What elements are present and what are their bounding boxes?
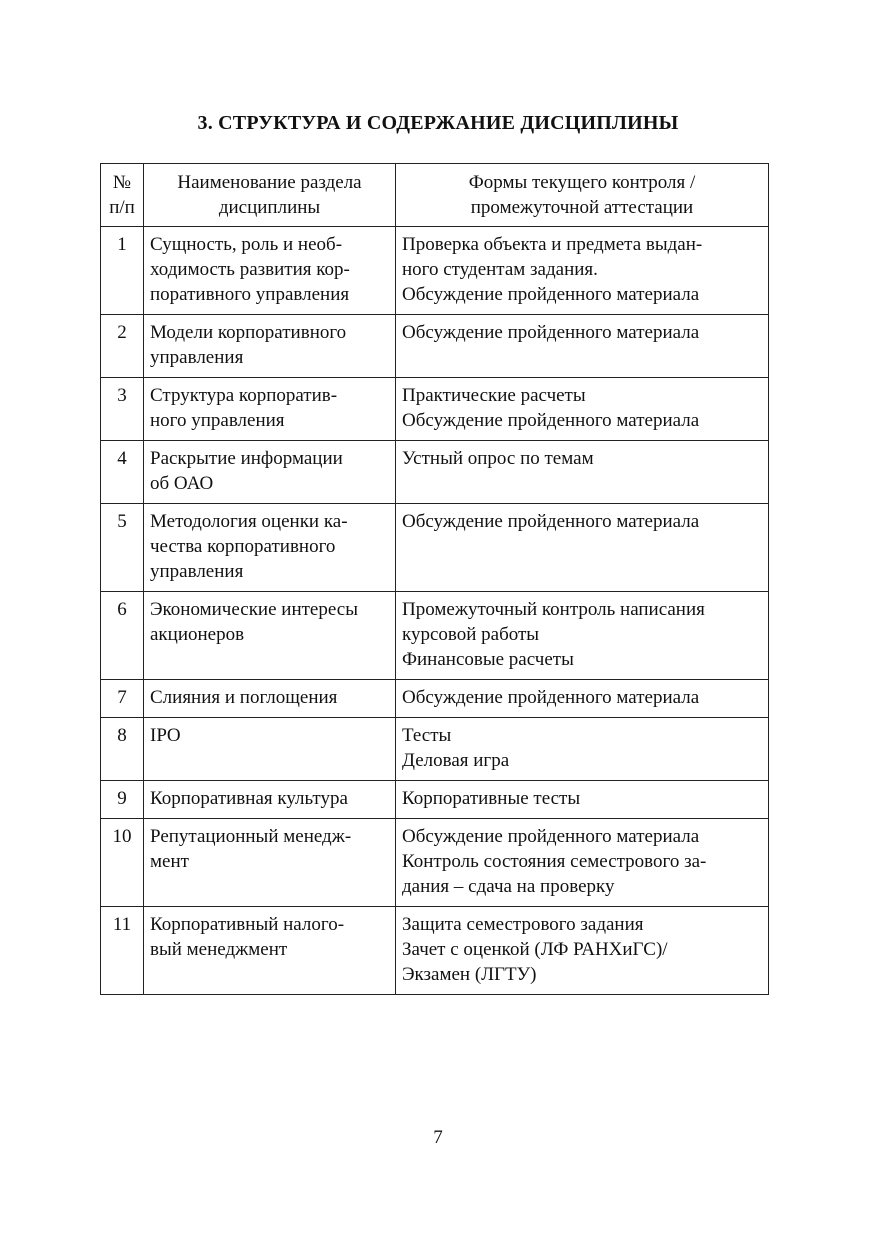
control-form-line: Проверка объекта и предмета выдан- [402,234,703,255]
section-name-line: IPO [150,725,181,746]
control-form-line: Практические расчеты [402,385,586,406]
header-forms-line: Формы текущего контроля / [468,172,696,193]
section-name [144,378,396,441]
control-form-line: ного студентам задания. [402,259,598,280]
control-forms [396,907,769,995]
section-name-line: мент [150,851,189,872]
control-form-line: Тесты [402,725,452,746]
table-row [101,227,769,315]
header-forms [396,164,769,227]
section-name-line: об ОАО [150,473,214,494]
control-forms [396,315,769,378]
section-name [144,680,396,718]
section-name [144,227,396,315]
section-name [144,819,396,907]
control-form-line: Обсуждение пройденного материала [402,687,700,708]
section-name-line: Корпоративная культура [150,788,348,809]
row-number: 3 [101,378,144,441]
header-name [144,164,396,227]
row-number: 9 [101,781,144,819]
section-name-line: Экономические интересы [150,599,358,620]
control-forms [396,227,769,315]
table-row [101,907,769,995]
control-form-line: Обсуждение пройденного материала [402,322,700,343]
control-forms [396,441,769,504]
header-num-line: № [112,172,132,193]
section-name-line: Корпоративный налого- [150,914,345,935]
row-number: 8 [101,718,144,781]
section-name-line: чества корпоративного [150,536,336,557]
control-form-line: Обсуждение пройденного материала [402,826,700,847]
section-name-line: Слияния и поглощения [150,687,338,708]
section-name [144,781,396,819]
control-form-line: Обсуждение пройденного материала [402,410,700,431]
control-forms [396,680,769,718]
page-number: 7 [433,1127,443,1148]
table-row [101,680,769,718]
row-number: 5 [101,504,144,592]
section-name [144,907,396,995]
control-form-line: Обсуждение пройденного материала [402,284,700,305]
control-form-line: Обсуждение пройденного материала [402,511,700,532]
row-number: 11 [101,907,144,995]
control-forms [396,718,769,781]
header-num-line: п/п [109,197,135,218]
section-name [144,441,396,504]
section-name [144,504,396,592]
section-name [144,315,396,378]
section-name-line: управления [150,561,244,582]
control-form-line: Защита семестрового задания [402,914,644,935]
section-name-line: акционеров [150,624,245,645]
control-form-line: Контроль состояния семестрового за- [402,851,707,872]
table-row [101,315,769,378]
row-number: 4 [101,441,144,504]
control-form-line: курсовой работы [402,624,540,645]
control-form-line: Промежуточный контроль написания [402,599,705,620]
section-name-line: управления [150,347,244,368]
section-name-line: Модели корпоративного [150,322,347,343]
header-forms-line: промежуточной аттестации [470,197,694,218]
table-row [101,592,769,680]
header-num [101,164,144,227]
control-forms [396,819,769,907]
table-header-row [101,164,769,227]
control-form-line: Экзамен (ЛГТУ) [402,964,537,985]
control-forms [396,378,769,441]
header-name-line: дисциплины [218,197,321,218]
control-forms [396,781,769,819]
control-form-line: Зачет с оценкой (ЛФ РАНХиГС)/ [402,939,668,960]
page-title: 3. СТРУКТУРА И СОДЕРЖАНИЕ ДИСЦИПЛИНЫ [197,112,679,134]
table-row [101,819,769,907]
section-name [144,718,396,781]
section-name-line: ходимость развития кор- [150,259,350,280]
row-number: 10 [101,819,144,907]
section-name-line: Структура корпоратив- [150,385,338,406]
header-name-line: Наименование раздела [177,172,362,193]
table-row [101,504,769,592]
section-name-line: Репутационный менедж- [150,826,352,847]
section-name-line: Раскрытие информации [150,448,343,469]
row-number: 6 [101,592,144,680]
table-row [101,378,769,441]
section-name [144,592,396,680]
table-row [101,718,769,781]
control-form-line: дания – сдача на проверку [402,876,615,897]
section-name-line: Сущность, роль и необ- [150,234,343,255]
row-number: 1 [101,227,144,315]
section-name-line: ного управления [150,410,285,431]
control-form-line: Устный опрос по темам [402,448,594,469]
syllabus-table [100,163,769,995]
row-number: 7 [101,680,144,718]
section-name-line: поративного управления [150,284,350,305]
table-body [101,227,769,995]
control-forms [396,504,769,592]
table-row [101,781,769,819]
control-form-line: Деловая игра [402,750,510,771]
section-name-line: Методология оценки ка- [150,511,348,532]
control-form-line: Корпоративные тесты [402,788,581,809]
control-forms [396,592,769,680]
table-row [101,441,769,504]
control-form-line: Финансовые расчеты [402,649,574,670]
row-number: 2 [101,315,144,378]
section-name-line: вый менеджмент [150,939,288,960]
